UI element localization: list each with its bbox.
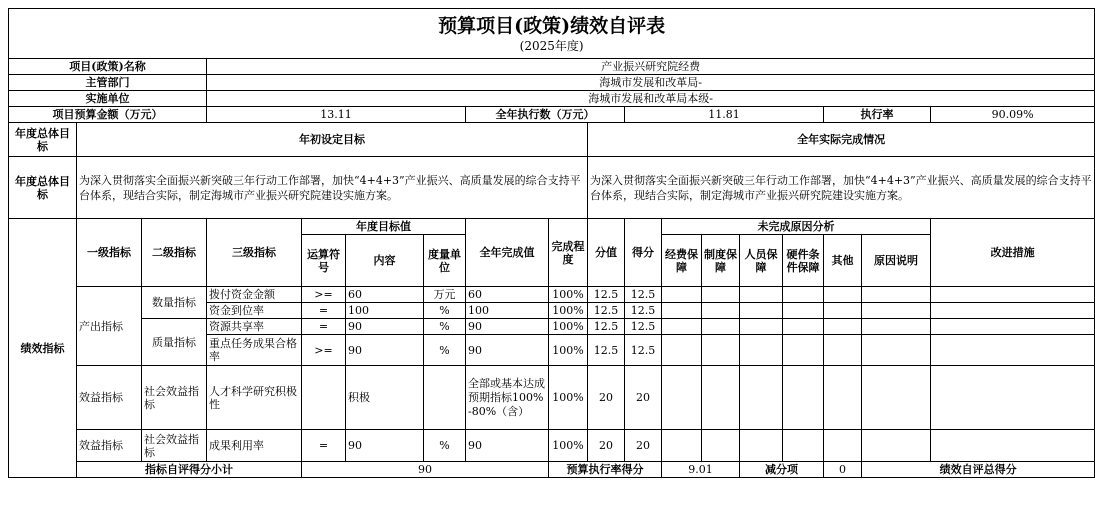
degree-header: 完成程度 (549, 219, 588, 287)
budget-label: 项目预算金额（万元） (9, 107, 207, 123)
annual-target-header: 年度目标值 (302, 219, 466, 235)
actual-cell: 60 (466, 287, 549, 303)
goal-header-label: 年度总体目标 (9, 123, 77, 157)
content-cell: 90 (346, 430, 424, 462)
score-value-cell: 20 (588, 366, 625, 430)
operator-cell: = (302, 430, 346, 462)
other-header: 其他 (824, 235, 862, 287)
reason-header: 原因说明 (862, 235, 931, 287)
table-row (9, 319, 1095, 335)
execution-rate-label: 执行率 (824, 107, 931, 123)
operator-header: 运算符号 (302, 235, 346, 287)
operator-cell: >= (302, 287, 346, 303)
actual-cell: 90 (466, 335, 549, 366)
planned-goal-label: 年初设定目标 (77, 123, 588, 157)
benefit-indicator-label: 效益指标 (77, 430, 142, 462)
actual-cell: 90 (466, 319, 549, 335)
unit-value: 海城市发展和改革局本级- (207, 91, 1095, 107)
execution-value: 11.81 (625, 107, 824, 123)
level3-header: 三级指标 (207, 219, 302, 287)
unit-cell: % (424, 430, 466, 462)
content-header: 内容 (346, 235, 424, 287)
level3-cell: 人才科学研究积极性 (207, 366, 302, 430)
content-cell: 90 (346, 319, 424, 335)
social-indicator-label: 社会效益指标 (142, 430, 207, 462)
level1-header: 一级指标 (77, 219, 142, 287)
exec-score-value: 9.01 (662, 462, 740, 478)
table-row (9, 366, 1095, 430)
score-value-header: 分值 (588, 219, 625, 287)
unit-label: 实施单位 (9, 91, 207, 107)
department-value: 海城市发展和改革局- (207, 75, 1095, 91)
system-header: 制度保障 (702, 235, 740, 287)
unit-cell: % (424, 319, 466, 335)
unit-cell: 万元 (424, 287, 466, 303)
funding-header: 经费保障 (662, 235, 702, 287)
operator-cell (302, 366, 346, 430)
quality-indicator-label: 质量指标 (142, 319, 207, 366)
score-cell: 12.5 (625, 335, 662, 366)
actual-goal-label: 全年实际完成情况 (588, 123, 1095, 157)
actual-goal-text: 为深入贯彻落实全面振兴新突破三年行动工作部署，加快“4+4+3”产业振兴、高质量发展的综合支持平台体系，现结合实际，制定海城市产业振兴研究院建设实施方案。 (588, 157, 1095, 219)
score-header: 得分 (625, 219, 662, 287)
degree-cell: 100% (549, 430, 588, 462)
degree-cell: 100% (549, 303, 588, 319)
benefit-indicator-label: 效益指标 (77, 366, 142, 430)
project-name-value: 产业振兴研究院经费 (207, 59, 1095, 75)
staff-header: 人员保障 (740, 235, 783, 287)
budget-value: 13.11 (207, 107, 466, 123)
deduction-label: 减分项 (740, 462, 824, 478)
table-row (9, 430, 1095, 462)
level3-cell: 资源共享率 (207, 319, 302, 335)
evaluation-table (8, 8, 1095, 478)
score-value-cell: 20 (588, 430, 625, 462)
score-cell: 12.5 (625, 303, 662, 319)
operator-cell: = (302, 319, 346, 335)
actual-cell: 全部或基本达成预期指标100%-80%（含） (466, 366, 549, 430)
deduction-value: 0 (824, 462, 862, 478)
unit-cell: % (424, 335, 466, 366)
total-score-label: 绩效自评总得分 (862, 462, 1095, 478)
actual-cell: 90 (466, 430, 549, 462)
execution-label: 全年执行数（万元） (466, 107, 625, 123)
sheet-title: 预算项目(政策)绩效自评表 (438, 14, 666, 37)
hardware-header: 硬件条件保障 (783, 235, 824, 287)
goal-row-label: 年度总体目标 (9, 157, 77, 219)
department-label: 主管部门 (9, 75, 207, 91)
unit-cell (424, 366, 466, 430)
score-value-cell: 12.5 (588, 319, 625, 335)
level3-cell: 拨付资金金额 (207, 287, 302, 303)
score-cell: 12.5 (625, 319, 662, 335)
score-value-cell: 12.5 (588, 335, 625, 366)
social-indicator-label: 社会效益指标 (142, 366, 207, 430)
degree-cell: 100% (549, 366, 588, 430)
unfinished-header: 未完成原因分析 (662, 219, 931, 235)
title-cell (9, 9, 1095, 59)
score-cell: 20 (625, 366, 662, 430)
perf-indicator-label: 绩效指标 (9, 219, 77, 478)
level3-cell: 重点任务成果合格率 (207, 335, 302, 366)
subtotal-value: 90 (302, 462, 549, 478)
score-cell: 12.5 (625, 287, 662, 303)
output-indicator-label: 产出指标 (77, 287, 142, 366)
planned-goal-text: 为深入贯彻落实全面振兴新突破三年行动工作部署，加快“4+4+3”产业振兴、高质量发展的综合支持平台体系，现结合实际，制定海城市产业振兴研究院建设实施方案。 (77, 157, 588, 219)
level2-header: 二级指标 (142, 219, 207, 287)
score-value-cell: 12.5 (588, 303, 625, 319)
actual-value-header: 全年完成值 (466, 219, 549, 287)
content-cell: 积极 (346, 366, 424, 430)
level3-cell: 资金到位率 (207, 303, 302, 319)
exec-score-label: 预算执行率得分 (549, 462, 662, 478)
unit-header: 度量单位 (424, 235, 466, 287)
sheet-year: (2025年度) (519, 38, 584, 53)
unit-cell: % (424, 303, 466, 319)
improve-header: 改进措施 (931, 219, 1095, 287)
content-cell: 90 (346, 335, 424, 366)
score-value-cell: 12.5 (588, 287, 625, 303)
score-cell: 20 (625, 430, 662, 462)
quantity-indicator-label: 数量指标 (142, 287, 207, 319)
table-row (9, 287, 1095, 303)
self-evaluation-sheet (8, 8, 1092, 478)
content-cell: 100 (346, 303, 424, 319)
operator-cell: >= (302, 335, 346, 366)
level3-cell: 成果利用率 (207, 430, 302, 462)
project-name-label: 项目(政策)名称 (9, 59, 207, 75)
degree-cell: 100% (549, 335, 588, 366)
subtotal-label: 指标自评得分小计 (77, 462, 302, 478)
content-cell: 60 (346, 287, 424, 303)
actual-cell: 100 (466, 303, 549, 319)
degree-cell: 100% (549, 319, 588, 335)
operator-cell: = (302, 303, 346, 319)
footer-row (9, 462, 1095, 478)
execution-rate-value: 90.09% (931, 107, 1095, 123)
degree-cell: 100% (549, 287, 588, 303)
